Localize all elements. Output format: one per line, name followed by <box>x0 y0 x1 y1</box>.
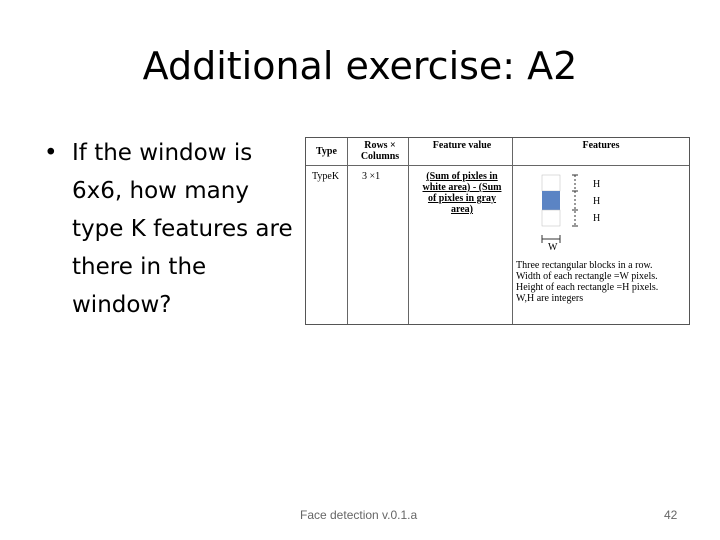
cell-type-k: TypeK <box>312 171 340 182</box>
height-label: H <box>593 213 601 224</box>
feature-value-line: of pixles in gray <box>427 193 497 204</box>
slide-title: Additional exercise: A2 <box>142 44 578 88</box>
feature-value-line: (Sum of pixles in <box>426 171 498 182</box>
header-type: Type <box>316 146 337 157</box>
bullet-item <box>44 134 294 324</box>
cell-feature-value <box>414 171 510 215</box>
feature-value-line: area) <box>450 204 474 215</box>
description-line: Height of each rectangle =H pixels. <box>516 282 659 293</box>
three-block-diagram <box>518 168 688 258</box>
description-line: Three rectangular blocks in a row. <box>516 260 653 271</box>
feature-value-line: white area) - (Sum <box>422 182 502 193</box>
header-rows-columns: Rows × Columns <box>360 140 400 162</box>
gray-block-middle <box>542 191 560 210</box>
table-divider <box>306 165 689 166</box>
cell-size: 3 ×1 <box>362 171 381 182</box>
description-line: W,H are integers <box>516 293 584 304</box>
header-feature-value: Feature value <box>432 140 492 151</box>
white-block-bottom <box>542 210 560 226</box>
page-number: 42 <box>664 508 678 522</box>
feature-description <box>516 260 688 304</box>
height-label: H <box>593 179 601 190</box>
description-line: Width of each rectangle =W pixels. <box>516 271 658 282</box>
height-label: H <box>593 196 601 207</box>
feature-table <box>305 137 690 325</box>
width-label: W <box>548 242 558 253</box>
bullet-text: If the window is 6x6, how many type K features are there in the window? <box>72 140 293 318</box>
feature-diagram <box>518 168 688 258</box>
header-features: Features <box>582 140 620 151</box>
footer-text: Face detection v.0.1.a <box>300 508 418 522</box>
white-block-top <box>542 175 560 191</box>
bullet-dot-icon: • <box>44 140 58 166</box>
